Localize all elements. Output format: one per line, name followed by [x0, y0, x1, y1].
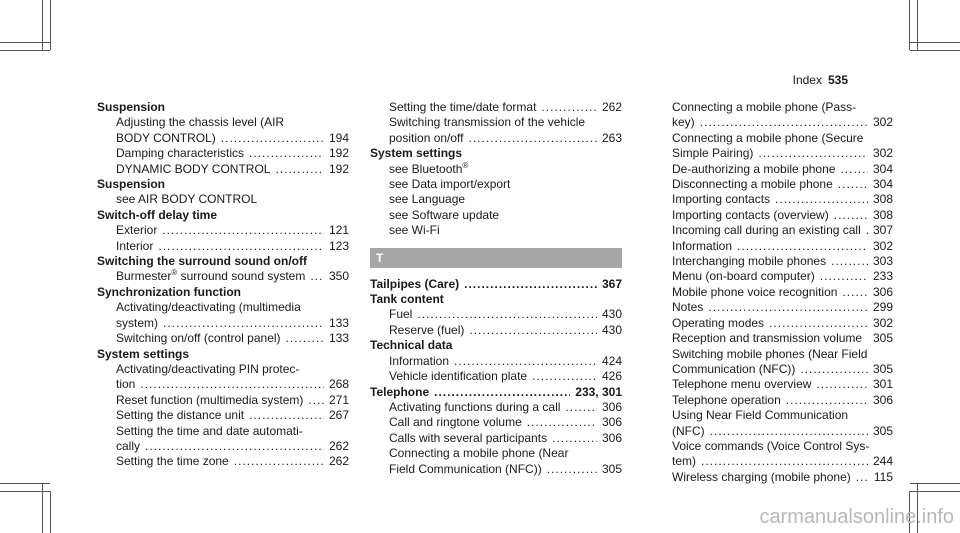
entry-text: Setting the time/date format	[389, 100, 537, 114]
index-subentry	[370, 208, 622, 223]
letter-heading: T	[370, 248, 622, 268]
index-subentry[interactable]	[653, 316, 893, 331]
page-reference[interactable]: 271	[328, 392, 349, 407]
index-subentry[interactable]	[370, 100, 622, 115]
leader-dots	[454, 354, 597, 369]
entry-text: Incoming call during an existing call	[672, 223, 861, 238]
entry-text: System settings	[370, 146, 463, 161]
page-reference[interactable]: 304	[872, 177, 893, 192]
page-reference[interactable]: 233, 301	[575, 384, 622, 399]
leader-dots	[552, 431, 597, 446]
index-subentry[interactable]	[97, 162, 349, 177]
index-subentry[interactable]	[97, 408, 349, 423]
entry-text: Switching mobile phones (Near Field	[672, 346, 868, 361]
crop-mark	[50, 0, 51, 50]
entry-text: Connecting a mobile phone (Pass-	[672, 100, 857, 114]
leader-dots	[842, 285, 868, 300]
entry-text: Switching the surround sound on/off	[97, 254, 307, 269]
page-reference[interactable]: 308	[872, 192, 893, 207]
entry-text: Damping characteristics	[116, 146, 245, 161]
leader-dots	[565, 400, 597, 415]
page-reference[interactable]: 262	[601, 100, 622, 114]
page-reference[interactable]: 263	[601, 130, 622, 145]
leader-dots	[469, 131, 597, 146]
index-subentry[interactable]	[97, 239, 349, 254]
entry-text: system)	[116, 315, 158, 330]
index-entry	[97, 177, 349, 192]
page-reference[interactable]: 306	[872, 284, 893, 299]
index-subentry[interactable]	[653, 454, 893, 469]
index-subentry[interactable]	[653, 177, 893, 192]
leader-dots	[234, 454, 324, 469]
leader-dots	[249, 146, 324, 161]
entry-text: see Data import/export	[389, 177, 511, 192]
page-reference[interactable]: 306	[601, 399, 622, 414]
page-reference[interactable]: 306	[872, 392, 893, 407]
index-subentry[interactable]	[370, 354, 622, 369]
index-entry[interactable]	[370, 385, 622, 400]
entry-text: Using Near Field Communication	[672, 408, 849, 423]
leader-dots	[527, 415, 597, 430]
entry-text: cally	[116, 438, 141, 453]
index-subentry[interactable]	[653, 331, 893, 346]
index-column-2	[370, 100, 622, 477]
entry-text: Tailpipes (Care)	[370, 276, 460, 291]
leader-dots	[834, 208, 868, 223]
index-subentry[interactable]	[370, 323, 622, 338]
page-reference[interactable]: 305	[601, 461, 622, 476]
page-reference[interactable]: 305	[872, 361, 893, 376]
leader-dots	[840, 162, 868, 177]
entry-text: Synchronization function	[97, 284, 241, 299]
page-reference[interactable]: 308	[872, 207, 893, 222]
index-subentry	[370, 177, 622, 192]
page-number: 535	[827, 73, 848, 87]
page-reference[interactable]: 262	[328, 438, 349, 453]
page-reference[interactable]: 302	[872, 238, 893, 253]
crop-mark	[0, 491, 50, 492]
entry-text: see Bluetooth®	[389, 160, 469, 176]
entry-text: Menu (on-board computer)	[672, 269, 815, 284]
index-subentry[interactable]	[97, 316, 349, 331]
page-reference[interactable]: 121	[328, 223, 349, 238]
entry-text: Burmester® surround sound system	[116, 268, 306, 284]
page-reference[interactable]: 302	[872, 315, 893, 330]
index-entry	[370, 338, 622, 353]
page-reference[interactable]: 430	[601, 307, 622, 322]
index-entry	[97, 285, 349, 300]
leader-dots	[163, 316, 324, 331]
entry-text: Information	[672, 238, 733, 253]
page-reference[interactable]: 123	[328, 238, 349, 253]
index-subentry[interactable]	[653, 470, 893, 485]
leader-dots	[708, 300, 868, 315]
crop-mark	[50, 491, 51, 533]
page-reference[interactable]: 424	[601, 353, 622, 368]
entry-text: System settings	[97, 346, 190, 361]
leader-dots	[800, 362, 868, 377]
index-subentry[interactable]	[97, 454, 349, 469]
entry-text: Importing contacts (overview)	[672, 207, 829, 222]
entry-text: Information	[389, 353, 450, 368]
entry-text: Fuel	[389, 307, 413, 322]
leader-dots	[158, 239, 324, 254]
index-subentry[interactable]	[370, 131, 622, 146]
index-subentry[interactable]	[97, 269, 349, 284]
entry-text: Connecting a mobile phone (Near	[389, 446, 569, 461]
index-column-1	[97, 100, 349, 470]
entry-text: Call and ringtone volume	[389, 415, 522, 430]
index-entry	[97, 208, 349, 223]
entry-text: Activating functions during a call	[389, 399, 561, 414]
page-reference[interactable]: 133	[328, 331, 349, 346]
page-reference[interactable]: 367	[601, 276, 622, 291]
entry-text: Mobile phone voice recognition	[672, 284, 838, 299]
entry-text: Telephone operation	[672, 392, 781, 407]
crop-mark	[42, 0, 43, 50]
entry-text: Simple Pairing)	[672, 146, 754, 161]
page-reference[interactable]: 430	[601, 322, 622, 337]
entry-text: Field Communication (NFC))	[389, 461, 542, 476]
index-subentry[interactable]	[653, 239, 893, 254]
entry-text: Interior	[116, 238, 154, 253]
leader-dots	[464, 277, 597, 292]
entry-text: see Language	[389, 192, 466, 207]
entry-text: DYNAMIC BODY CONTROL	[116, 161, 271, 176]
leader-dots	[867, 331, 868, 346]
index-subentry[interactable]	[653, 393, 893, 408]
index-subentry	[97, 424, 349, 439]
entry-text: Activating/deactivating (multimedia	[116, 300, 301, 315]
index-subentry[interactable]	[653, 300, 893, 315]
entry-text: Switching transmission of the vehicle	[389, 115, 586, 130]
page-reference[interactable]: 244	[872, 454, 893, 469]
leader-dots	[275, 162, 324, 177]
entry-text: (NFC)	[672, 423, 705, 438]
index-subentry	[97, 192, 349, 207]
leader-dots	[856, 470, 869, 485]
leader-dots	[140, 377, 324, 392]
page-reference[interactable]: 133	[328, 315, 349, 330]
entry-text: Vehicle identification plate	[389, 369, 528, 384]
index-subentry[interactable]	[97, 331, 349, 346]
entry-text: Wireless charging (mobile phone)	[672, 469, 851, 484]
entry-text: De-authorizing a mobile phone	[672, 161, 836, 176]
index-subentry[interactable]	[653, 208, 893, 223]
entry-text: Tank content	[370, 292, 444, 307]
crop-mark	[910, 50, 960, 51]
index-subentry[interactable]	[370, 400, 622, 415]
leader-dots	[775, 192, 868, 207]
leader-dots	[786, 393, 868, 408]
entry-text: tion	[116, 377, 136, 392]
index-subentry[interactable]	[653, 362, 893, 377]
leader-dots	[249, 408, 324, 423]
page-reference[interactable]: 304	[872, 161, 893, 176]
entry-text: Telephone	[370, 384, 430, 399]
leader-dots	[700, 115, 868, 130]
leader-dots	[532, 369, 597, 384]
entry-text: Reserve (fuel)	[389, 322, 465, 337]
entry-text: Notes	[672, 300, 704, 315]
index-subentry	[370, 162, 622, 177]
leader-dots	[308, 393, 324, 408]
entry-text: Importing contacts	[672, 192, 771, 207]
leader-dots	[310, 269, 324, 284]
index-subentry[interactable]	[653, 254, 893, 269]
index-subentry	[370, 223, 622, 238]
index-entry	[97, 100, 349, 115]
leader-dots	[145, 439, 324, 454]
page-reference[interactable]: 306	[601, 430, 622, 445]
page-reference[interactable]: 306	[601, 415, 622, 430]
index-subentry[interactable]	[370, 369, 622, 384]
entry-text: Interchanging mobile phones	[672, 254, 827, 269]
entry-text: Telephone menu overview	[672, 377, 812, 392]
leader-dots	[710, 424, 868, 439]
index-entry[interactable]	[370, 277, 622, 292]
index-subentry[interactable]	[653, 285, 893, 300]
page-reference[interactable]: 307	[872, 223, 893, 238]
leader-dots	[547, 462, 597, 477]
index-subentry[interactable]	[97, 223, 349, 238]
leader-dots	[434, 385, 570, 400]
entry-text: Operating modes	[672, 315, 765, 330]
leader-dots	[866, 223, 868, 238]
entry-text: see AIR BODY CONTROL	[116, 192, 258, 207]
entry-text: Connecting a mobile phone (Secure	[672, 130, 864, 145]
index-subentry	[653, 100, 893, 115]
entry-text: tem)	[672, 454, 696, 469]
entry-text: Calls with several participants	[389, 430, 548, 445]
entry-text: Switch-off delay time	[97, 207, 218, 222]
page-reference[interactable]: 426	[601, 369, 622, 384]
index-entry	[97, 347, 349, 362]
index-subentry	[653, 347, 893, 362]
entry-text: Communication (NFC))	[672, 361, 796, 376]
index-subentry[interactable]	[653, 146, 893, 161]
page-reference[interactable]: 302	[872, 146, 893, 161]
leader-dots	[831, 254, 868, 269]
page-reference[interactable]: 299	[872, 300, 893, 315]
leader-dots	[286, 331, 324, 346]
index-subentry[interactable]	[97, 131, 349, 146]
index-subentry	[653, 439, 893, 454]
entry-text: Activating/deactivating PIN protec-	[116, 361, 300, 376]
header-label: Index	[792, 73, 822, 87]
entry-text: Setting the distance unit	[116, 408, 245, 423]
watermark: carmanualsonline.info	[759, 506, 954, 528]
index-subentry[interactable]	[97, 377, 349, 392]
index-subentry	[97, 115, 349, 130]
page-reference[interactable]: 302	[872, 115, 893, 130]
page-header	[793, 73, 848, 87]
index-subentry	[97, 300, 349, 315]
entry-text: Reset function (multimedia system)	[116, 392, 304, 407]
leader-dots	[417, 307, 597, 322]
entry-text: Exterior	[116, 223, 158, 238]
entry-text: BODY CONTROL)	[116, 130, 216, 145]
entry-text: Setting the time and date automati-	[116, 423, 303, 438]
crop-mark	[917, 0, 918, 50]
index-subentry[interactable]	[370, 307, 622, 322]
page-reference[interactable]: 305	[872, 423, 893, 438]
entry-text: Voice commands (Voice Control Sys-	[672, 438, 870, 453]
index-subentry[interactable]	[370, 431, 622, 446]
entry-text: Adjusting the chassis level (AIR	[116, 115, 285, 130]
entry-text: Disconnecting a mobile phone	[672, 177, 833, 192]
page-reference[interactable]: 267	[328, 408, 349, 423]
index-subentry[interactable]	[653, 377, 893, 392]
index-column-3	[653, 100, 893, 485]
page-reference[interactable]: 192	[328, 161, 349, 176]
page-reference[interactable]: 233	[872, 269, 893, 284]
leader-dots	[541, 100, 597, 115]
leader-dots	[838, 177, 868, 192]
page-reference[interactable]: 305	[872, 331, 893, 346]
leader-dots	[758, 146, 868, 161]
index-subentry[interactable]	[97, 393, 349, 408]
leader-dots	[769, 316, 868, 331]
entry-text: Switching on/off (control panel)	[116, 331, 281, 346]
entry-text: see Wi-Fi	[389, 223, 440, 238]
index-subentry	[97, 362, 349, 377]
index-entry	[97, 254, 349, 269]
index-subentry	[370, 115, 622, 130]
index-entry	[370, 292, 622, 307]
leader-dots	[221, 131, 324, 146]
index-subentry	[653, 131, 893, 146]
index-subentry	[370, 446, 622, 461]
crop-mark	[910, 491, 960, 492]
entry-text: Suspension	[97, 177, 166, 192]
leader-dots	[737, 239, 868, 254]
index-subentry[interactable]	[653, 424, 893, 439]
entry-text: Reception and transmission volume	[672, 331, 863, 346]
index-subentry	[653, 408, 893, 423]
leader-dots	[820, 269, 868, 284]
page-reference[interactable]: 194	[328, 130, 349, 145]
crop-mark	[0, 50, 50, 51]
entry-text: position on/off	[389, 130, 464, 145]
leader-dots	[469, 323, 597, 338]
page-reference[interactable]: 192	[328, 146, 349, 161]
leader-dots	[162, 223, 324, 238]
index-subentry[interactable]	[653, 192, 893, 207]
index-entry	[370, 146, 622, 161]
crop-mark	[909, 0, 910, 50]
index-subentry[interactable]	[97, 439, 349, 454]
leader-dots	[816, 377, 868, 392]
entry-text: see Software update	[389, 207, 500, 222]
page-reference[interactable]: 268	[328, 377, 349, 392]
entry-text: key)	[672, 115, 695, 130]
index-subentry[interactable]	[370, 462, 622, 477]
index-subentry[interactable]	[653, 115, 893, 130]
index-subentry[interactable]	[97, 146, 349, 161]
entry-text: Technical data	[370, 338, 453, 353]
index-subentry[interactable]	[653, 223, 893, 238]
page-reference[interactable]: 115	[873, 469, 893, 484]
page-reference[interactable]: 350	[328, 269, 349, 284]
index-subentry	[370, 192, 622, 207]
entry-text: Suspension	[97, 100, 166, 114]
index-subentry[interactable]	[653, 162, 893, 177]
page-reference[interactable]: 301	[872, 377, 893, 392]
index-subentry[interactable]	[653, 269, 893, 284]
page-reference[interactable]: 303	[872, 254, 893, 269]
entry-text: Setting the time zone	[116, 454, 229, 469]
page-reference[interactable]: 262	[328, 454, 349, 469]
index-subentry[interactable]	[370, 415, 622, 430]
leader-dots	[701, 454, 868, 469]
